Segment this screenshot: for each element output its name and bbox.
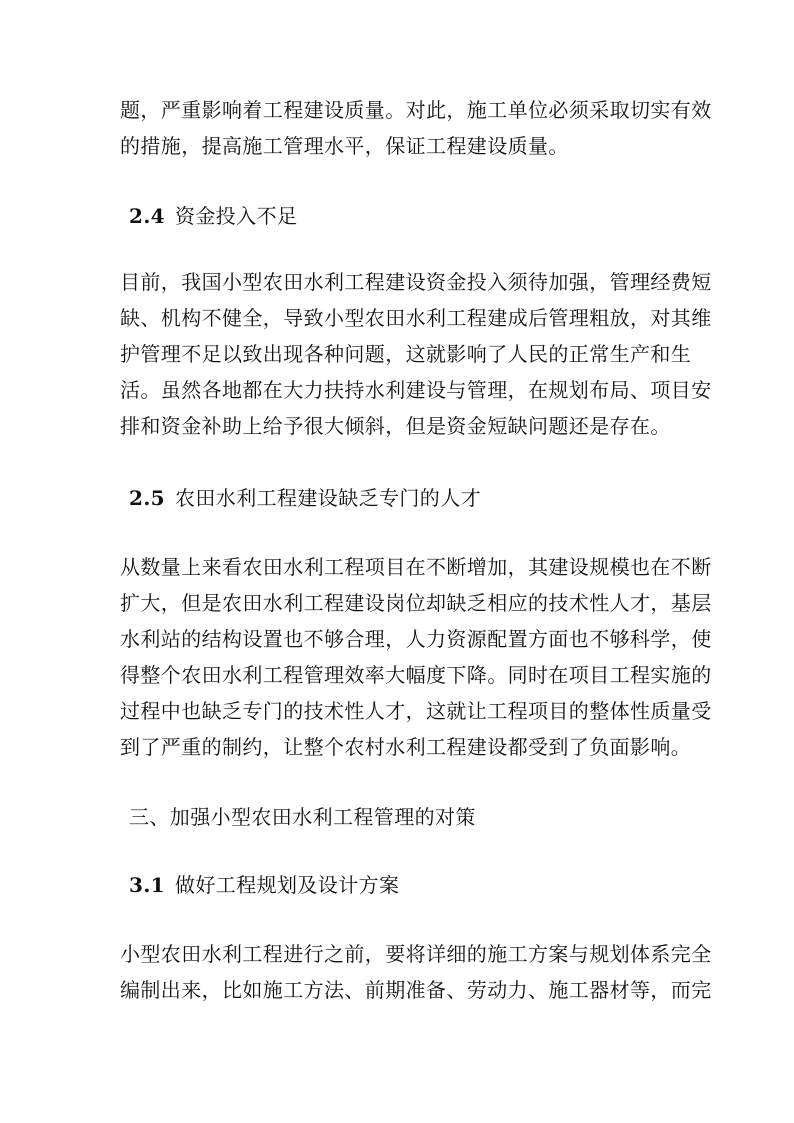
paragraph-line: 编制出来，比如施工方法、前期准备、劳动力、施工器材等，而完 xyxy=(120,978,712,1002)
section-number: 3.1 xyxy=(129,873,165,897)
section-heading-3: 三、加强小型农田水利工程管理的对策 xyxy=(129,805,476,829)
paragraph-line: 目前，我国小型农田水利工程建设资金投入须待加强，管理经费短 xyxy=(120,270,712,294)
paragraph-line: 水利站的结构设置也不够合理，人力资源配置方面也不够科学，使 xyxy=(120,627,712,651)
paragraph-line: 题，严重影响着工程建设质量。对此，施工单位必须采取切实有效 xyxy=(120,98,712,122)
paragraph-line: 过程中也缺乏专门的技术性人才，这就让工程项目的整体性质量受 xyxy=(120,699,712,723)
paragraph-line: 得整个农田水利工程管理效率大幅度下降。同时在项目工程实施的 xyxy=(120,663,712,687)
section-title: 做好工程规划及设计方案 xyxy=(175,873,400,897)
paragraph-line: 活。虽然各地都在大力扶持水利建设与管理，在规划布局、项目安 xyxy=(120,378,712,402)
paragraph-line: 的措施，提高施工管理水平，保证工程建设质量。 xyxy=(120,134,569,158)
paragraph-line: 缺、机构不健全，导致小型农田水利工程建成后管理粗放，对其维 xyxy=(120,306,712,330)
section-title: 资金投入不足 xyxy=(175,204,298,228)
paragraph-line: 从数量上来看农田水利工程项目在不断增加，其建设规模也在不断 xyxy=(120,555,712,579)
section-heading-3-1 xyxy=(129,873,689,897)
section-number: 2.4 xyxy=(129,204,165,228)
paragraph-line: 排和资金补助上给予很大倾斜，但是资金短缺问题还是存在。 xyxy=(120,414,671,438)
section-number: 2.5 xyxy=(129,486,165,510)
paragraph-line: 护管理不足以致出现各种问题，这就影响了人民的正常生产和生 xyxy=(120,342,692,366)
section-heading-2-5 xyxy=(129,486,689,510)
paragraph-line: 小型农田水利工程进行之前，要将详细的施工方案与规划体系完全 xyxy=(120,942,712,966)
section-heading-2-4 xyxy=(129,204,689,228)
section-title: 农田水利工程建设缺乏专门的人才 xyxy=(175,486,481,510)
paragraph-line: 到了严重的制约，让整个农村水利工程建设都受到了负面影响。 xyxy=(120,735,692,759)
paragraph-line: 扩大，但是农田水利工程建设岗位却缺乏相应的技术性人才，基层 xyxy=(120,591,712,615)
